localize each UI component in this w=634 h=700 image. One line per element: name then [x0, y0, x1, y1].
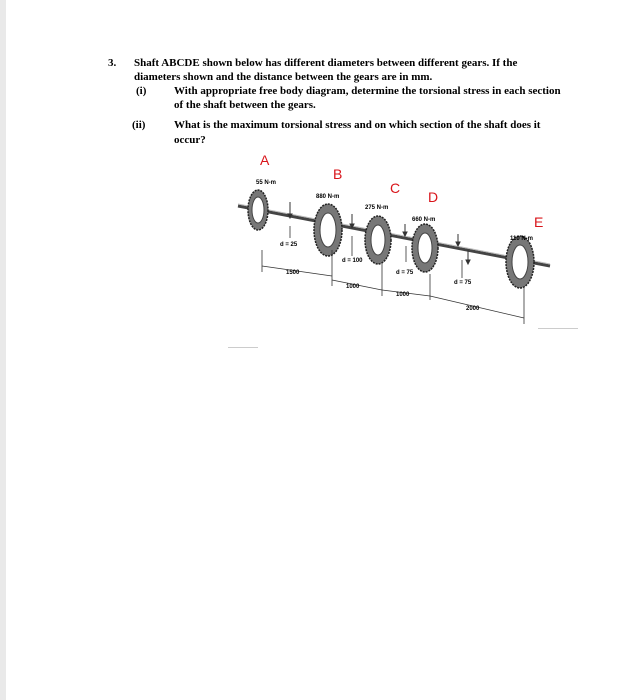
gear-label-c: C: [390, 180, 401, 196]
torque-e: 110 N-m: [510, 236, 534, 242]
length-de: 2000: [466, 306, 480, 312]
length-bc: 1000: [346, 284, 360, 290]
gear-label-b: B: [333, 166, 343, 182]
torque-a: 55 N-m: [256, 180, 277, 186]
torque-c: 275 N-m: [365, 205, 389, 211]
part-ii-text-line-2: occur?: [174, 134, 206, 146]
part-ii-number: (ii): [132, 119, 146, 131]
length-cd: 1000: [396, 292, 410, 298]
torque-b: 880 N-m: [316, 194, 340, 200]
part-i-text-line-1: With appropriate free body diagram, determine the torsional stress in each section: [174, 85, 561, 97]
gear-e-icon: [506, 236, 534, 288]
gear-d-icon: [412, 224, 438, 272]
torque-d: 660 N-m: [412, 217, 436, 223]
part-ii-text-line-1: What is the maximum torsional stress and on which section of the shaft does it: [174, 119, 541, 131]
gear-label-e: E: [534, 214, 544, 230]
diameter-cd: d = 75: [396, 270, 414, 276]
question-text-line-2: diameters shown and the distance between the gears are in mm.: [134, 71, 433, 83]
diameter-de: d = 75: [454, 280, 472, 286]
gear-label-a: A: [260, 152, 270, 168]
diameter-ab: d = 25: [280, 242, 298, 248]
margin-mark-left: [228, 347, 258, 348]
question-text-line-1: Shaft ABCDE shown below has different diameters between different gears. If the: [134, 57, 518, 69]
shaft-figure: [220, 150, 580, 350]
part-i-text-line-2: of the shaft between the gears.: [174, 99, 316, 111]
diameter-bc: d = 100: [342, 258, 363, 264]
gear-c-icon: [365, 216, 391, 264]
part-i-number: (i): [136, 85, 147, 97]
page-left-margin: [0, 0, 6, 700]
gear-b-icon: [314, 204, 342, 256]
gear-label-d: D: [428, 189, 439, 205]
question-number: 3.: [108, 57, 117, 69]
gear-a-icon: [248, 190, 268, 230]
shaft-line: [238, 206, 550, 266]
margin-mark-right: [538, 328, 578, 329]
length-ab: 1500: [286, 270, 300, 276]
